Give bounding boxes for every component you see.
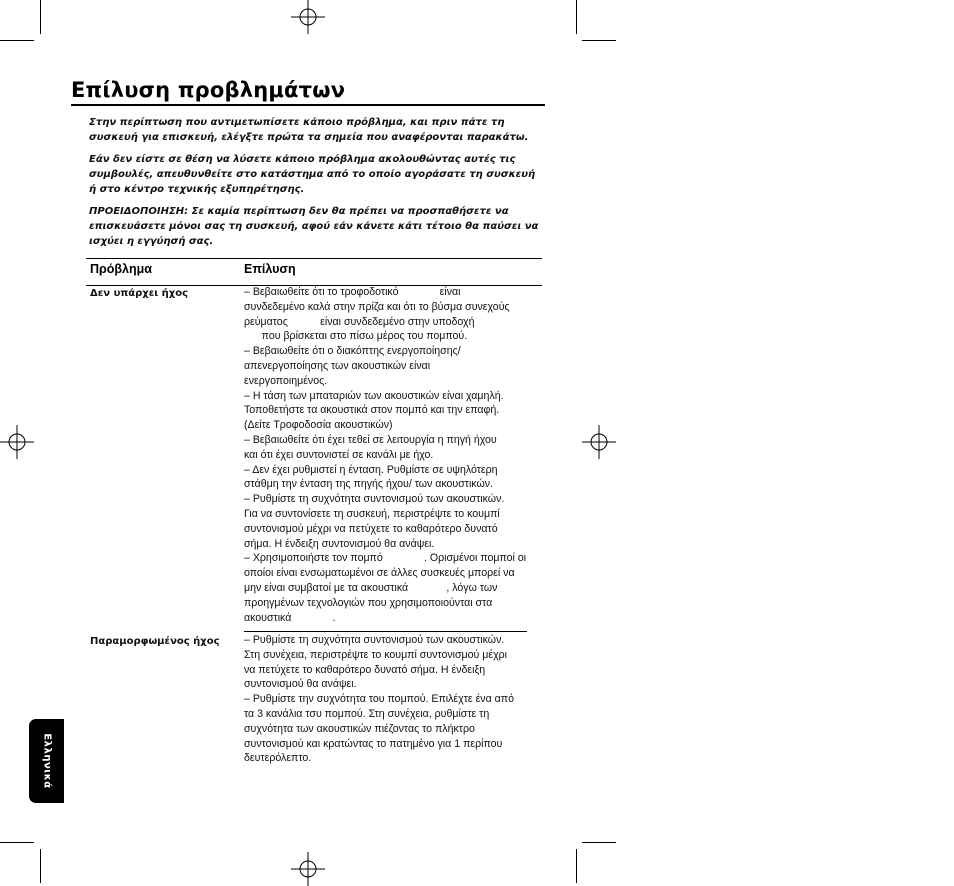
solution-line: Τοποθετήστε τα ακουστικά στον πομπό και την επαφή.: [244, 404, 500, 417]
solution-line: μην είναι συμβατοί με τα ακουστικά , λόγω των: [244, 581, 498, 594]
solution-line: συντονισμού θα ανάψει.: [244, 678, 357, 691]
row-divider: [244, 631, 527, 632]
solution-distorted-sound: [244, 633, 544, 766]
intro-paragraph: Στην περίπτωση που αντιμετωπίσετε κάποιο πρόβλημα, και πριν πάτε τη συσκευή για επισκευή, ελέγξτε πρώτα τα σημεία που αναφέρονται παρακάτω.: [89, 117, 529, 143]
solution-line: σήμα. Η ένδειξη συντονισμού θα ανάψει.: [244, 537, 435, 550]
crop-mark: [0, 40, 34, 41]
table-top-rule: [86, 258, 542, 259]
solution-line: που βρίσκεται στο πίσω μέρος του πομπού.: [244, 330, 468, 343]
registration-mark-icon: [0, 425, 34, 459]
registration-mark-icon: [291, 0, 325, 34]
solution-line: συντονισμού και κρατώντας το πατημένο για 1 περίπου: [244, 737, 503, 750]
solution-line: – Ρυθμίστε τη συχνότητα συντονισμού των ακουστικών.: [244, 493, 505, 506]
solution-line: ρεύματος είναι συνδεδεμένο στην υποδοχή: [244, 315, 475, 328]
crop-mark: [576, 849, 577, 883]
crop-mark: [0, 842, 34, 843]
solution-line: – Χρησιμοποιήστε τον πομπό . Ορισμένοι πομποί οι: [244, 552, 527, 565]
solution-line: οποίοι είναι ενσωματωμένοι σε άλλες συσκευές μπορεί να: [244, 567, 515, 580]
crop-mark: [582, 40, 616, 41]
registration-mark-icon: [291, 852, 325, 886]
solution-no-sound: [244, 285, 544, 625]
title-divider: [71, 104, 545, 106]
solution-line: τα 3 κανάλια τσυ πομπού. Στη συνέχεια, ρυθμίστε τη: [244, 707, 490, 720]
solution-line: Στη συνέχεια, περιστρέψτε το κουμπί συντονισμού μέχρι: [244, 648, 508, 661]
crop-mark: [40, 0, 41, 34]
solution-line: συντονισμού μέχρι να πετύχετε το καθαρότερο δυνατό: [244, 522, 498, 535]
solution-line: ενεργοποιημένος.: [244, 374, 328, 387]
solution-line: ακουστικά .: [244, 611, 336, 624]
language-tab-label: Ελληνικά: [41, 733, 52, 789]
problem-no-sound: Δεν υπάρχει ήχος: [90, 288, 189, 299]
language-tab: [29, 719, 64, 803]
table-header-solution: Επίλυση: [244, 262, 296, 276]
solution-line: (Δείτε Τροφοδοσία ακουστικών): [244, 419, 393, 432]
solution-line: δευτερόλεπτο.: [244, 752, 312, 765]
solution-line: και ότι έχει συντονιστεί σε κανάλι με ήχο.: [244, 448, 434, 461]
solution-line: συνδεδεμένο καλά στην πρίζα και ότι το βύσμα συνεχούς: [244, 300, 510, 313]
solution-line: να πετύχετε το καθαρότερο δυνατό σήμα. Η ένδειξη: [244, 663, 486, 676]
solution-line: – Βεβαιωθείτε ότι έχει τεθεί σε λειτουργία η πηγή ήχου: [244, 433, 497, 446]
solution-line: – Ρυθμίστε την συχνότητα του πομπού. Επιλέχτε ένα από: [244, 693, 514, 706]
table-header-problem: Πρόβλημα: [90, 262, 152, 276]
registration-mark-icon: [582, 425, 616, 459]
solution-line: – Βεβαιωθείτε ότι το τροφοδοτικό είναι: [244, 286, 461, 298]
page-title: Επίλυση προβλημάτων: [71, 78, 346, 102]
solution-line: προηγμένων τεχνολογιών που χρησιμοποιούνται στα: [244, 596, 493, 609]
solution-line: – Ρυθμίστε τη συχνότητα συντονισμού των ακουστικών.: [244, 634, 505, 646]
solution-line: – Δεν έχει ρυθμιστεί η ένταση. Ρυθμίστε σε υψηλότερη: [244, 463, 498, 476]
intro-paragraph: ΠΡΟΕΙΔΟΠΟΙΗΣΗ: Σε καμία περίπτωση δεν θα πρέπει να προσπαθήσετε να επισκευάσετε μόνοι σας τη συσκευή, αφού εάν κάνετε κάτι τέτοιο θα παύσει να ισχύει η εγγύησή σας.: [89, 206, 539, 247]
problem-distorted-sound: Παραμορφωμένος ήχος: [90, 636, 220, 647]
crop-mark: [582, 842, 616, 843]
solution-line: – Βεβαιωθείτε ότι ο διακόπτης ενεργοποίησης/: [244, 345, 461, 358]
solution-line: συχνότητα των ακουστικών πιέζοντας το πλήκτρο: [244, 722, 475, 735]
crop-mark: [576, 0, 577, 34]
solution-line: – Η τάση των μπαταριών των ακουστικών είναι χαμηλή.: [244, 389, 504, 402]
crop-mark: [40, 849, 41, 883]
solution-line: Για να συντονίσετε τη συσκευή, περιστρέψτε το κουμπί: [244, 507, 500, 520]
intro-paragraph: Εάν δεν είστε σε θέση να λύσετε κάποιο πρόβλημα ακολουθώντας αυτές τις συμβουλές, απευθυνθείτε στο κατάστημα από το οποίο αγοράσατε τη συσκευή ή στο κέντρο τεχνικής εξυπηρέτησης.: [89, 154, 536, 195]
solution-line: απενεργοποίησης των ακουστικών είναι: [244, 359, 431, 372]
solution-line: στάθμη την ένταση της πηγής ήχου/ των ακουστικών.: [244, 478, 493, 491]
